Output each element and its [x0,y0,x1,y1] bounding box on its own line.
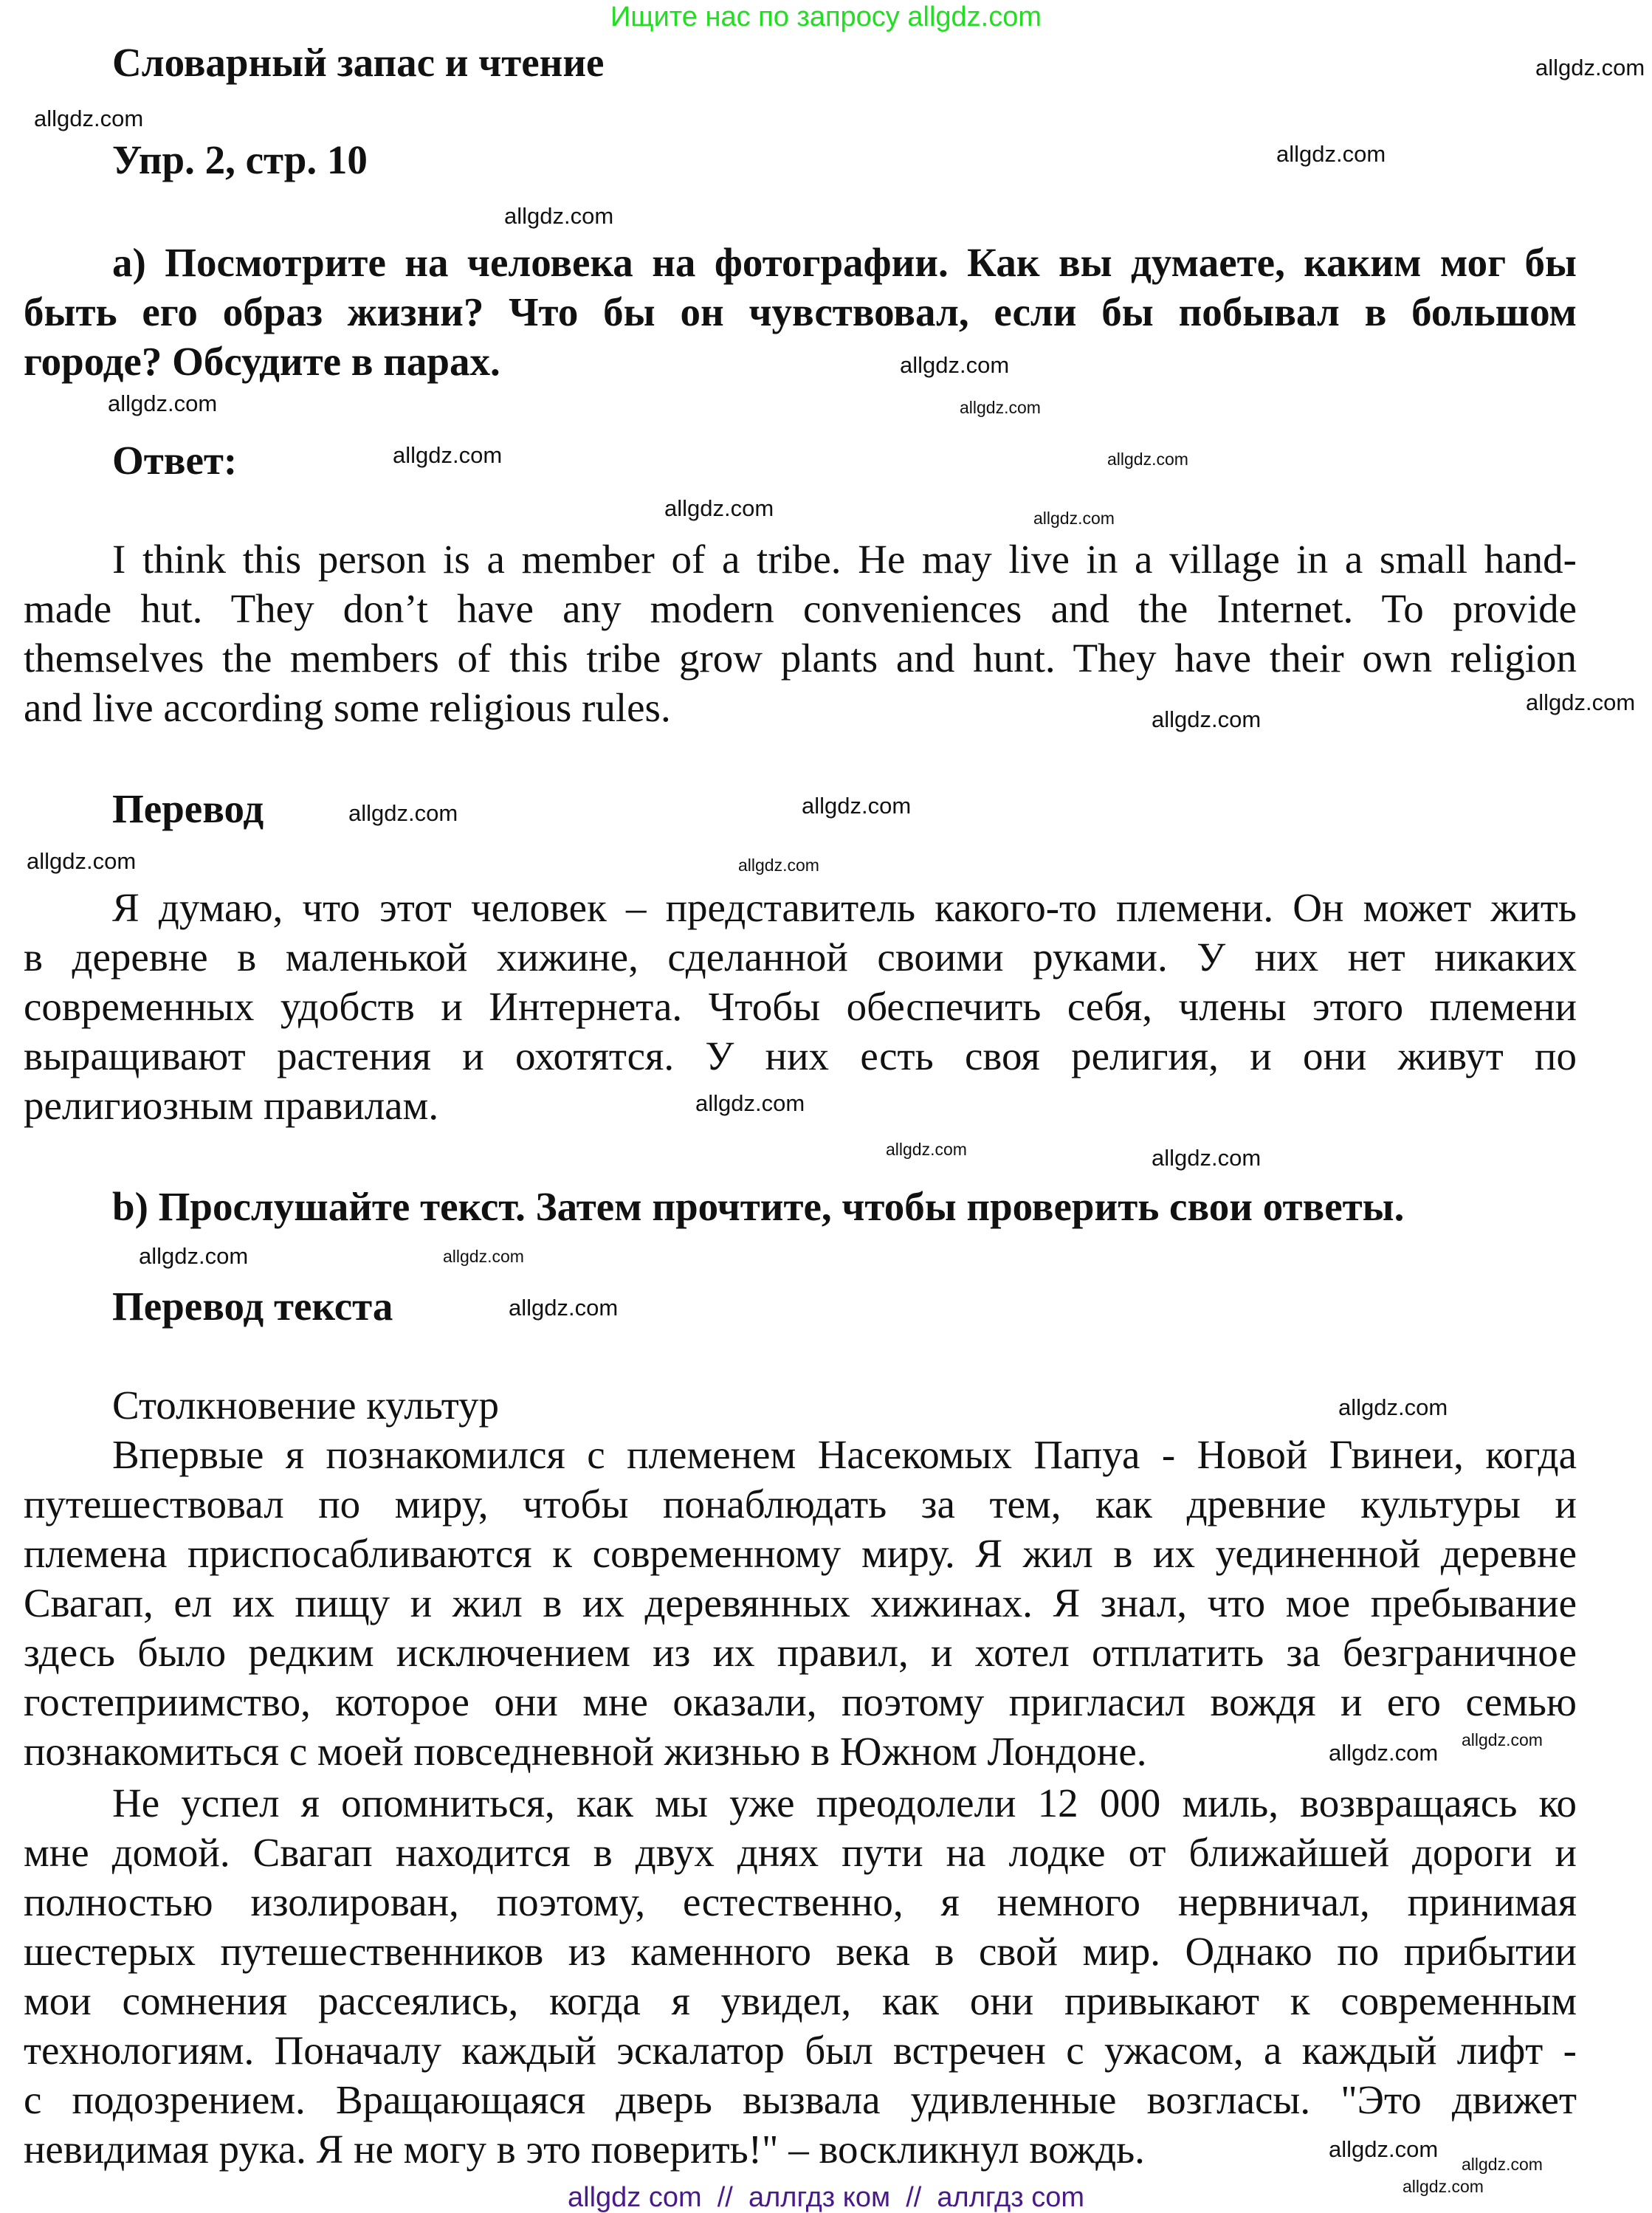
text-line: путешествовал по миру, чтобы понаблюдать за тем, как древние культуры и [24,1481,1577,1527]
watermark: allgdz.com [393,442,503,468]
watermark: allgdz.com [443,1247,524,1266]
text-translation-heading: Перевод текста [112,1284,393,1329]
task-b: b) Прослушайте текст. Затем прочтите, чтобы проверить свои ответы. [112,1184,1405,1229]
watermark: allgdz.com [1329,1740,1439,1766]
watermark: allgdz.com [509,1295,619,1321]
text-line: Свагап, ел их пищу и жил в их деревянных хижинах. Я знал, что мое пребывание [24,1580,1577,1625]
text-line: современных удобств и Интернета. Чтобы обеспечить себя, члены этого племени [24,984,1577,1029]
exercise-heading: Упр. 2, стр. 10 [112,137,368,182]
watermark: allgdz.com [1152,1145,1262,1171]
text-line: мои сомнения рассеялись, когда я увидел, как они привыкают к современным [24,1978,1577,2023]
text-line: невидимая рука. Я не могу в это поверить!" – воскликнул вождь. [24,2127,1145,2172]
story-title: Столкновение культур [112,1383,500,1428]
text-line: в деревне в маленькой хижине, сделанной своими руками. У них нет никаких [24,935,1577,980]
text-line: а) Посмотрите на человека на фотографии. Как вы думаете, каким мог бы [112,240,1577,285]
task-a [24,238,1577,386]
watermark: allgdz.com [1526,689,1636,715]
watermark: allgdz.com [738,856,819,875]
text-line: с подозрением. Вращающаяся дверь вызвала удивленные возгласы. "Это движет [24,2077,1577,2122]
text-line: themselves the members of this tribe grow plants and hunt. They have their own religion [24,636,1577,681]
story-paragraph-2 [24,1778,1577,2174]
text-line: городе? Обсудите в парах. [24,339,500,384]
text-line: шестерых путешественников из каменного века в свой мир. Однако по прибытии [24,1929,1577,1974]
text-line: религиозным правилам. [24,1083,439,1128]
watermark: allgdz.com [1403,2177,1484,2196]
watermark: allgdz.com [139,1243,249,1269]
text-line: Не успел я опомниться, как мы уже преодолели 12 000 миль, возвращаясь ко [112,1780,1577,1825]
watermark: allgdz.com [34,106,144,131]
answer-heading: Ответ: [112,438,238,483]
text-line: полностью изолирован, поэтому, естественно, я немного нервничал, принимая [24,1879,1577,1924]
watermark: allgdz.com [900,352,1010,378]
text-line: Я думаю, что этот человек – представитель какого-то племени. Он может жить [112,885,1577,930]
translation-heading: Перевод [112,786,264,831]
text-line: здесь было редким исключением из их правил, и хотел отплатить за безграничное [24,1630,1577,1675]
text-line: технологиям. Поначалу каждый эскалатор был встречен с ужасом, а каждый лифт - [24,2028,1577,2073]
answer-paragraph [24,534,1577,732]
watermark: allgdz.com [1107,450,1188,469]
watermark: allgdz.com [1462,2155,1543,2174]
text-line: познакомиться с моей повседневной жизнью в Южном Лондоне. [24,1729,1147,1774]
text-line: мне домой. Свагап находится в двух днях пути на лодке от ближайшей дороги и [24,1830,1577,1875]
watermark: allgdz.com [27,848,137,874]
watermark: allgdz.com [802,793,912,819]
section-title: Словарный запас и чтение [112,40,605,85]
story-paragraph-1 [24,1430,1577,1776]
text-line: I think this person is a member of a tribe. He may live in a village in a small hand- [112,537,1577,582]
watermark: allgdz.com [1276,141,1386,167]
watermark: allgdz.com [1033,509,1115,528]
watermark: allgdz.com [1462,1730,1543,1749]
text-line: made hut. They don’t have any modern conveniences and the Internet. To provide [24,586,1577,631]
watermark: allgdz.com [348,800,458,826]
search-banner[interactable]: Ищите нас по запросу allgdz.com [610,1,1042,32]
text-line: Впервые я познакомился с племенем Насекомых Папуа - Новой Гвинеи, когда [112,1432,1577,1477]
watermark: allgdz.com [1152,706,1262,732]
watermark: allgdz.com [1338,1394,1448,1420]
watermark: allgdz.com [886,1140,967,1159]
text-line: быть его образ жизни? Что бы он чувствовал, если бы побывал в большом [24,289,1577,334]
watermark: allgdz.com [695,1090,805,1116]
watermark: allgdz.com [664,495,774,521]
text-line: and live according some religious rules. [24,685,671,730]
watermark: allgdz.com [960,398,1041,417]
watermark: allgdz.com [1535,55,1645,80]
watermark: allgdz.com [108,390,218,416]
text-line: гостеприимство, которое они мне оказали, поэтому пригласил вождя и его семью [24,1679,1577,1724]
watermark: allgdz.com [504,203,614,229]
text-line: племена приспосабливаются к современному миру. Я жил в их уединенной деревне [24,1531,1577,1576]
text-line: выращивают растения и охотятся. У них есть своя религия, и они живут по [24,1033,1577,1078]
footer-links[interactable]: allgdz com // аллгдз ком // аллгдз com [568,2182,1084,2213]
watermark: allgdz.com [1329,2136,1439,2162]
